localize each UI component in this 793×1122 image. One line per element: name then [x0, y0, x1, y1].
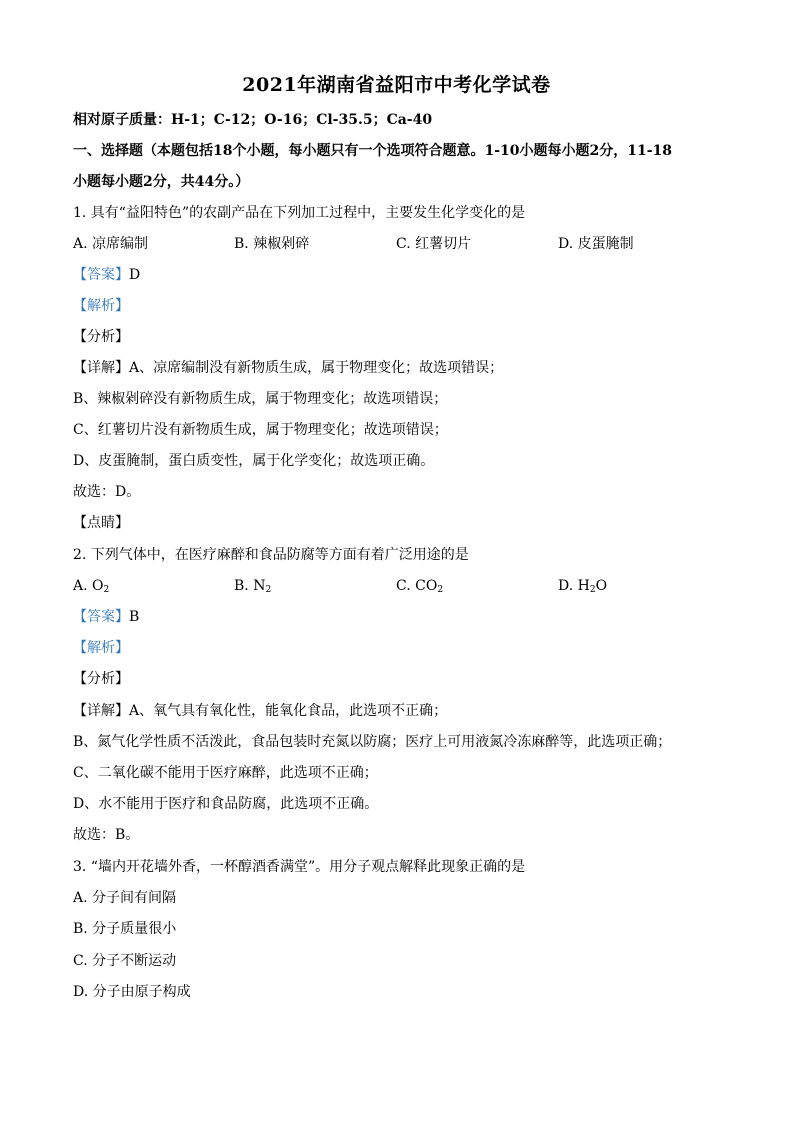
q2-explanation-b: B、氮气化学性质不活泼此，食品包装时充氮以防腐；医疗上可用液氮冷冻麻醉等，此选项正确； — [73, 734, 672, 750]
q3-stem: 3. “墙内开花墙外香，一杯醇酒香满堂”。用分子观点解释此现象正确的是 — [73, 859, 526, 875]
q1-explanation-c: C、红薯切片没有新物质生成，属于物理变化；故选项错误； — [73, 422, 448, 438]
q1-option-d: D. 皮蛋腌制 — [558, 236, 634, 252]
q2-option-d: D. $H_2O$ — [558, 578, 608, 595]
q3-option-c: C. 分子不断运动 — [73, 953, 177, 969]
q2-stem: 2. 下列气体中，在医疗麻醉和食品防腐等方面有着广泛用途的是 — [73, 547, 469, 563]
q2-explanation-c: C、二氧化碳不能用于医疗麻醉，此选项不正确； — [73, 765, 378, 781]
q2-jiexi-tag: 【解析】 — [73, 640, 129, 656]
q1-jiexi-tag: 【解析】 — [73, 298, 129, 314]
answer-value: D — [129, 267, 141, 283]
q2-conclusion: 故选：B。 — [73, 827, 140, 843]
detail-tag: 【详解】 — [73, 703, 129, 719]
q1-explanation-b: B、辣椒剁碎没有新物质生成，属于物理变化；故选项错误； — [73, 391, 448, 407]
q2-option-a: A. $O_2$ — [73, 578, 110, 595]
detail-text: A、氧气具有氧化性，能氧化食品，此选项不正确； — [129, 703, 448, 719]
detail-tag: 【详解】 — [73, 360, 129, 376]
q2-detail — [73, 702, 447, 720]
q1-explanation-d: D、皮蛋腌制，蛋白质变性，属于化学变化；故选项正确。 — [73, 453, 435, 469]
q3-option-d: D. 分子由原子构成 — [73, 984, 191, 1000]
section-heading-line2: 小题每小题2分，共44分。） — [73, 174, 250, 190]
q2-option-c: C. $CO_2$ — [396, 578, 444, 595]
q1-dianjing-tag: 【点睛】 — [73, 515, 129, 531]
q1-stem: 1. 具有“益阳特色”的农副产品在下列加工过程中，主要发生化学变化的是 — [73, 205, 526, 221]
answer-tag: 【答案】 — [73, 267, 129, 283]
section-heading-line1: 一、选择题（本题包括18个小题，每小题只有一个选项符合题意。1-10小题每小题2分，11-18 — [73, 143, 673, 159]
q3-option-a: A. 分子间有间隔 — [73, 890, 177, 906]
q1-option-a: A. 凉席编制 — [73, 236, 149, 252]
answer-value: B — [129, 609, 140, 625]
q2-fenxi-tag: 【分析】 — [73, 671, 129, 687]
q1-answer — [73, 266, 140, 284]
q3-option-b: B. 分子质量很小 — [73, 921, 177, 937]
q1-option-b: B. 辣椒剁碎 — [234, 236, 310, 252]
page-title: 2021年湖南省益阳市中考化学试卷 — [242, 74, 551, 96]
q1-conclusion: 故选：D。 — [73, 484, 141, 500]
detail-text: A、凉席编制没有新物质生成，属于物理变化；故选项错误； — [129, 360, 504, 376]
atomic-masses: 相对原子质量：H-1；C-12；O-16；Cl-35.5；Ca-40 — [73, 112, 433, 128]
answer-tag: 【答案】 — [73, 609, 129, 625]
q2-explanation-d: D、水不能用于医疗和食品防腐，此选项不正确。 — [73, 796, 379, 812]
q1-detail — [73, 359, 503, 377]
q2-option-b: B. $N_2$ — [234, 578, 272, 595]
q1-fenxi-tag: 【分析】 — [73, 329, 129, 345]
q2-answer — [73, 608, 139, 626]
q1-option-c: C. 红薯切片 — [396, 236, 472, 252]
